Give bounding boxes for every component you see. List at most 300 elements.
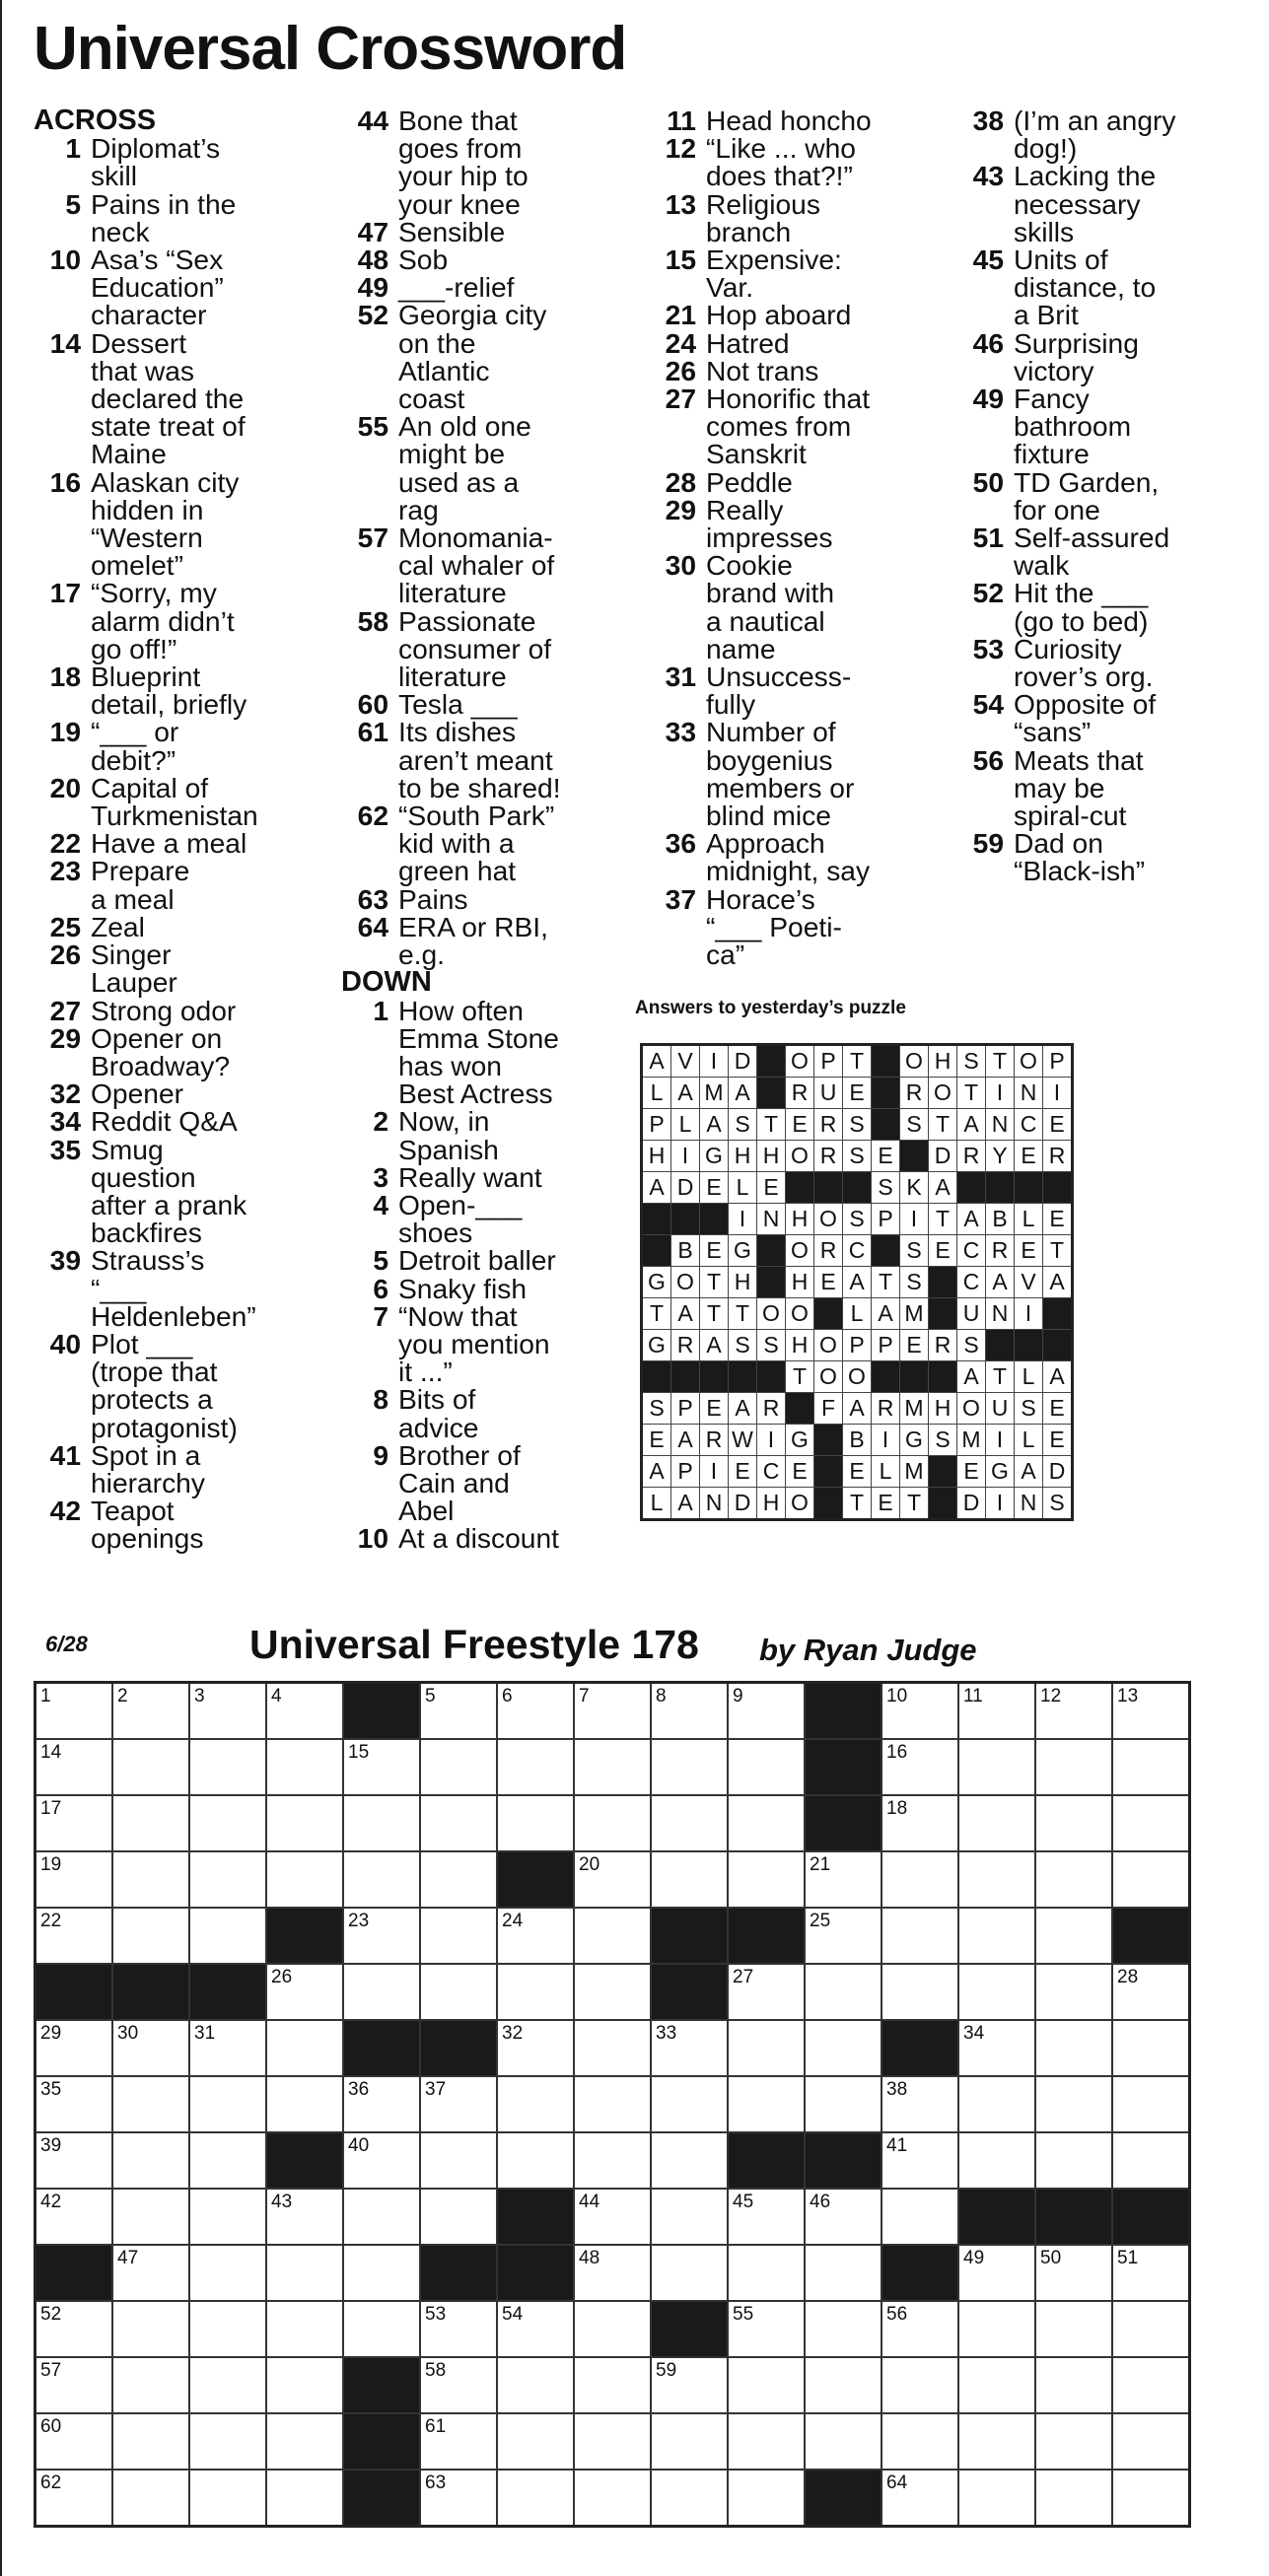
grid-cell[interactable] (112, 2413, 189, 2470)
grid-cell[interactable] (343, 1795, 420, 1851)
answers-letter: A (700, 1330, 729, 1361)
grid-cell[interactable] (112, 1683, 189, 1740)
grid-cell[interactable] (958, 2470, 1035, 2527)
grid-cell[interactable] (651, 1739, 728, 1795)
grid-cell[interactable] (1035, 2245, 1112, 2301)
grid-cell[interactable] (881, 1683, 958, 1740)
grid-cell[interactable] (189, 2132, 266, 2189)
grid-cell[interactable] (805, 2020, 881, 2076)
grid-cell[interactable] (35, 1908, 113, 1964)
grid-cell[interactable] (728, 2076, 805, 2132)
grid-cell[interactable] (958, 1964, 1035, 2020)
grid-cell[interactable] (881, 1908, 958, 1964)
grid-cell[interactable] (574, 2470, 651, 2527)
grid-cell[interactable] (266, 1683, 343, 1740)
grid-cell[interactable] (1112, 2020, 1190, 2076)
black-square (1035, 2189, 1112, 2245)
grid-cell[interactable] (35, 1739, 113, 1795)
black-square (420, 2020, 497, 2076)
clue-text: protects a (91, 1383, 213, 1416)
grid-cell[interactable] (651, 2020, 728, 2076)
cell-number: 6 (502, 1686, 513, 1706)
clue-number: 39 (49, 1244, 81, 1277)
answers-letter: A (671, 1425, 700, 1456)
answers-black-square (1043, 1330, 1073, 1361)
grid-cell[interactable] (958, 2413, 1035, 2470)
clue-across-20 (34, 771, 329, 832)
grid-cell[interactable] (958, 2301, 1035, 2357)
grid-cell[interactable] (1035, 1739, 1112, 1795)
clue-number: 28 (665, 465, 696, 498)
grid-cell[interactable] (1112, 2245, 1190, 2301)
grid-cell[interactable] (958, 1795, 1035, 1851)
grid-cell[interactable] (881, 2076, 958, 2132)
grid-cell[interactable] (266, 1964, 343, 2020)
clue-text: Really want (398, 1160, 542, 1193)
grid-cell[interactable] (420, 2301, 497, 2357)
clue-text: (trope that (91, 1356, 218, 1388)
grid-cell[interactable] (881, 2357, 958, 2413)
grid-cell[interactable] (420, 2076, 497, 2132)
clue-down-27 (649, 384, 945, 468)
grid-cell[interactable] (266, 1795, 343, 1851)
grid-cell[interactable] (728, 1795, 805, 1851)
clue-text: protagonist) (91, 1411, 238, 1443)
grid-cell[interactable] (728, 2357, 805, 2413)
grid-cell[interactable] (805, 1851, 881, 1908)
grid-cell[interactable] (189, 2301, 266, 2357)
clue-text: “___ Poeti- (706, 910, 842, 942)
clue-text: to be shared! (398, 771, 561, 803)
grid-cell[interactable] (266, 2076, 343, 2132)
grid-cell[interactable] (497, 2357, 574, 2413)
grid-cell[interactable] (1112, 2076, 1190, 2132)
clue-number: 27 (49, 994, 81, 1026)
grid-cell[interactable] (574, 2301, 651, 2357)
grid-cell[interactable] (728, 2020, 805, 2076)
grid-cell[interactable] (881, 1795, 958, 1851)
grid-cell[interactable] (1035, 2076, 1112, 2132)
answers-letter: W (729, 1425, 757, 1456)
grid-cell[interactable] (574, 2020, 651, 2076)
grid-cell[interactable] (1035, 2357, 1112, 2413)
grid-cell[interactable] (728, 2470, 805, 2527)
answers-black-square (929, 1361, 957, 1393)
grid-cell[interactable] (1035, 2020, 1112, 2076)
clue-down-31 (649, 661, 945, 721)
grid-cell[interactable] (266, 2301, 343, 2357)
grid-cell[interactable] (343, 1908, 420, 1964)
grid-cell[interactable] (805, 1908, 881, 1964)
grid-cell[interactable] (189, 2413, 266, 2470)
answers-letter: S (957, 1330, 986, 1361)
grid-cell[interactable] (1035, 1851, 1112, 1908)
grid-cell[interactable] (574, 1908, 651, 1964)
grid-cell[interactable] (574, 1795, 651, 1851)
grid-cell[interactable] (35, 1795, 113, 1851)
grid-cell[interactable] (266, 2020, 343, 2076)
grid-cell[interactable] (805, 2189, 881, 2245)
grid-cell[interactable] (574, 1964, 651, 2020)
grid-cell[interactable] (35, 2470, 113, 2527)
grid-cell[interactable] (497, 1964, 574, 2020)
cell-number: 55 (733, 2304, 754, 2325)
grid-cell[interactable] (958, 2020, 1035, 2076)
grid-cell[interactable] (497, 2020, 574, 2076)
clue-number: 15 (665, 244, 696, 276)
cell-number: 62 (40, 2472, 62, 2493)
answers-row (642, 1425, 1073, 1456)
grid-cell[interactable] (266, 1739, 343, 1795)
answers-letter: E (1043, 1204, 1073, 1235)
answers-letter: O (814, 1361, 843, 1393)
answers-letter: U (814, 1078, 843, 1109)
grid-cell[interactable] (574, 2245, 651, 2301)
grid-cell[interactable] (574, 1683, 651, 1740)
answers-letter: A (843, 1393, 872, 1425)
clue-across-42 (34, 1495, 329, 1555)
grid-cell[interactable] (1112, 1683, 1190, 1740)
grid-cell[interactable] (420, 2470, 497, 2527)
grid-cell[interactable] (343, 2076, 420, 2132)
answers-letter: S (900, 1235, 929, 1267)
grid-cell[interactable] (651, 2132, 728, 2189)
grid-cell[interactable] (35, 1683, 113, 1740)
grid-cell[interactable] (112, 1739, 189, 1795)
grid-cell[interactable] (881, 1964, 958, 2020)
grid-cell[interactable] (266, 2413, 343, 2470)
grid-cell[interactable] (189, 2020, 266, 2076)
grid-cell[interactable] (574, 2357, 651, 2413)
answers-letter: O (957, 1393, 986, 1425)
grid-cell[interactable] (420, 1851, 497, 1908)
grid-cell[interactable] (651, 2245, 728, 2301)
grid-cell[interactable] (1112, 1851, 1190, 1908)
grid-cell[interactable] (1112, 2413, 1190, 2470)
grid-cell[interactable] (189, 1908, 266, 1964)
grid-cell[interactable] (497, 1739, 574, 1795)
clue-across-35 (34, 1133, 329, 1249)
grid-cell[interactable] (420, 1908, 497, 1964)
grid-cell[interactable] (189, 2189, 266, 2245)
grid-cell[interactable] (189, 1851, 266, 1908)
clue-text: e.g. (398, 939, 446, 971)
grid-cell[interactable] (651, 1795, 728, 1851)
clue-text: might be (398, 438, 506, 470)
grid-cell[interactable] (958, 2357, 1035, 2413)
black-square (35, 1964, 113, 2020)
black-square (805, 2132, 881, 2189)
grid-cell[interactable] (497, 1683, 574, 1740)
clue-text: Singer (91, 939, 172, 971)
answers-letter: K (900, 1172, 929, 1204)
grid-cell[interactable] (343, 2301, 420, 2357)
answers-letter: H (642, 1141, 671, 1172)
answers-letter: L (843, 1298, 872, 1330)
grid-cell[interactable] (805, 2413, 881, 2470)
grid-cell[interactable] (805, 1964, 881, 2020)
answers-letter: S (872, 1172, 900, 1204)
grid-cell[interactable] (651, 2357, 728, 2413)
clue-across-27 (34, 994, 329, 1026)
grid-cell[interactable] (343, 2245, 420, 2301)
grid-cell[interactable] (35, 2357, 113, 2413)
clue-text: Unsuccess- (706, 661, 852, 693)
clue-number: 33 (665, 716, 696, 748)
clue-number: 1 (65, 132, 81, 165)
grid-cell[interactable] (420, 1739, 497, 1795)
clue-down-6 (341, 1272, 637, 1304)
grid-cell[interactable] (728, 1683, 805, 1740)
grid-cell[interactable] (420, 2413, 497, 2470)
clue-across-52 (341, 299, 637, 415)
grid-cell[interactable] (881, 1739, 958, 1795)
grid-cell[interactable] (189, 2076, 266, 2132)
grid-cell[interactable] (1112, 2470, 1190, 2527)
grid-cell[interactable] (497, 2413, 574, 2470)
grid-cell[interactable] (651, 1851, 728, 1908)
clue-text: rag (398, 493, 439, 525)
grid-cell[interactable] (35, 2076, 113, 2132)
answers-letter: A (957, 1361, 986, 1393)
clue-down-38 (956, 104, 1252, 165)
grid-cell[interactable] (958, 1683, 1035, 1740)
grid-cell[interactable] (958, 2245, 1035, 2301)
grid-cell[interactable] (112, 2020, 189, 2076)
grid-cell[interactable] (35, 2413, 113, 2470)
cell-number: 38 (886, 2079, 908, 2100)
grid-cell[interactable] (420, 2189, 497, 2245)
answers-letter: L (729, 1172, 757, 1204)
clue-text: kid with a (398, 827, 515, 860)
grid-cell[interactable] (728, 2413, 805, 2470)
grid-cell[interactable] (651, 2189, 728, 2245)
grid-cell[interactable] (35, 1851, 113, 1908)
grid-cell[interactable] (958, 2132, 1035, 2189)
clue-text: literature (398, 661, 507, 693)
cell-number: 15 (348, 1742, 370, 1763)
grid-cell[interactable] (1112, 2357, 1190, 2413)
grid-cell[interactable] (881, 1851, 958, 1908)
grid-cell[interactable] (112, 1908, 189, 1964)
clue-down-15 (649, 244, 945, 304)
grid-cell[interactable] (881, 2301, 958, 2357)
grid-cell[interactable] (497, 2076, 574, 2132)
grid-cell[interactable] (1035, 1964, 1112, 2020)
grid-cell[interactable] (1112, 1739, 1190, 1795)
grid-cell[interactable] (343, 1964, 420, 2020)
cell-number: 11 (963, 1686, 983, 1706)
clue-across-47 (341, 215, 637, 247)
answers-letter: E (872, 1488, 900, 1520)
answers-black-square (929, 1298, 957, 1330)
grid-cell[interactable] (958, 1908, 1035, 1964)
grid-cell[interactable] (189, 2245, 266, 2301)
grid-cell[interactable] (420, 1683, 497, 1740)
grid-cell[interactable] (112, 1795, 189, 1851)
grid-cell[interactable] (805, 2357, 881, 2413)
grid-cell[interactable] (651, 2076, 728, 2132)
grid-cell[interactable] (805, 2245, 881, 2301)
answers-letter: A (700, 1109, 729, 1141)
grid-cell[interactable] (266, 1851, 343, 1908)
grid-cell[interactable] (189, 1683, 266, 1740)
grid-cell[interactable] (1112, 1964, 1190, 2020)
clue-text: Teapot (91, 1495, 175, 1527)
grid-cell[interactable] (343, 1739, 420, 1795)
grid-cell[interactable] (1035, 2413, 1112, 2470)
clue-text: “Like ... who (706, 132, 856, 165)
grid-cell[interactable] (1035, 2132, 1112, 2189)
grid-cell[interactable] (35, 2132, 113, 2189)
grid-cell[interactable] (574, 2076, 651, 2132)
grid-cell[interactable] (497, 2470, 574, 2527)
answers-letter: O (786, 1045, 814, 1078)
grid-cell[interactable] (189, 2357, 266, 2413)
grid-cell[interactable] (266, 2357, 343, 2413)
answers-letter: S (843, 1204, 872, 1235)
answers-letter: E (642, 1425, 671, 1456)
grid-cell[interactable] (497, 2301, 574, 2357)
cell-number: 43 (271, 2192, 293, 2212)
grid-cell[interactable] (112, 2189, 189, 2245)
grid-cell[interactable] (958, 1851, 1035, 1908)
grid-cell[interactable] (1035, 1908, 1112, 1964)
answers-letter: I (900, 1204, 929, 1235)
grid-cell[interactable] (574, 1851, 651, 1908)
cell-number: 18 (886, 1798, 908, 1819)
grid-cell[interactable] (651, 2413, 728, 2470)
grid-cell[interactable] (189, 1739, 266, 1795)
clue-down-59 (956, 827, 1252, 887)
grid-cell[interactable] (958, 2076, 1035, 2132)
answers-black-square (929, 1267, 957, 1298)
answers-black-square (900, 1141, 929, 1172)
black-square (651, 1908, 728, 1964)
grid-cell[interactable] (805, 2301, 881, 2357)
grid-cell[interactable] (574, 2132, 651, 2189)
grid-cell[interactable] (35, 2301, 113, 2357)
grid-cell[interactable] (958, 1739, 1035, 1795)
clue-number: 51 (972, 522, 1004, 554)
clue-text: on the (398, 326, 476, 359)
grid-cell[interactable] (112, 1851, 189, 1908)
answers-letter: L (642, 1078, 671, 1109)
grid-cell[interactable] (881, 2413, 958, 2470)
grid-cell[interactable] (420, 1795, 497, 1851)
grid-cell[interactable] (343, 1851, 420, 1908)
grid-cell[interactable] (343, 2132, 420, 2189)
grid-cell[interactable] (1035, 2301, 1112, 2357)
clue-across-19 (34, 716, 329, 776)
answers-letter: C (757, 1456, 786, 1488)
grid-cell[interactable] (728, 1851, 805, 1908)
clue-number: 10 (49, 244, 81, 276)
clue-number: 54 (972, 688, 1004, 721)
answers-black-square (814, 1298, 843, 1330)
grid-cell[interactable] (189, 1795, 266, 1851)
grid-cell[interactable] (420, 2132, 497, 2189)
grid-cell[interactable] (112, 2301, 189, 2357)
grid-cell[interactable] (266, 2470, 343, 2527)
grid-cell[interactable] (112, 2132, 189, 2189)
clue-text: Hit the ___ (1014, 577, 1149, 609)
clue-number: 10 (357, 1522, 388, 1555)
clue-text: used as a (398, 465, 520, 498)
grid-cell[interactable] (266, 2189, 343, 2245)
grid-cell[interactable] (1035, 2470, 1112, 2527)
grid-cell[interactable] (266, 2245, 343, 2301)
grid-cell[interactable] (1112, 2301, 1190, 2357)
clue-text: literature (398, 577, 507, 609)
grid-cell[interactable] (112, 2245, 189, 2301)
grid-cell[interactable] (35, 2020, 113, 2076)
grid-cell[interactable] (805, 2076, 881, 2132)
answers-black-square (642, 1361, 671, 1393)
clue-across-64 (341, 910, 637, 971)
clue-text: “Sorry, my (91, 577, 217, 609)
grid-cell[interactable] (728, 1739, 805, 1795)
answers-letter: D (957, 1488, 986, 1520)
clue-across-1 (34, 132, 329, 192)
grid-cell[interactable] (1112, 2132, 1190, 2189)
grid-cell[interactable] (112, 2357, 189, 2413)
clue-across-60 (341, 688, 637, 721)
grid-cell[interactable] (1035, 1795, 1112, 1851)
grid-cell[interactable] (728, 2245, 805, 2301)
grid-cell[interactable] (881, 2470, 958, 2527)
grid-cell[interactable] (420, 1964, 497, 2020)
grid-cell[interactable] (881, 2132, 958, 2189)
clue-text: Spot in a (91, 1438, 201, 1471)
clue-text: a meal (91, 882, 175, 915)
cell-number: 23 (348, 1911, 370, 1931)
grid-cell[interactable] (1112, 1795, 1190, 1851)
grid-cell[interactable] (574, 2189, 651, 2245)
clue-text: Surprising (1014, 326, 1139, 359)
grid-cell[interactable] (881, 2189, 958, 2245)
answers-letter: O (814, 1204, 843, 1235)
answers-letter: P (872, 1204, 900, 1235)
grid-cell[interactable] (420, 2357, 497, 2413)
black-square (497, 2189, 574, 2245)
answers-letter: H (757, 1488, 786, 1520)
clue-number: 26 (49, 939, 81, 971)
grid-cell[interactable] (189, 2470, 266, 2527)
grid-cell[interactable] (651, 2470, 728, 2527)
grid-cell[interactable] (497, 1908, 574, 1964)
grid-cell[interactable] (728, 1964, 805, 2020)
grid-cell[interactable] (574, 1739, 651, 1795)
grid-cell[interactable] (35, 2189, 113, 2245)
answers-letter: H (786, 1204, 814, 1235)
cell-number: 51 (1117, 2248, 1139, 2268)
grid-cell[interactable] (343, 2189, 420, 2245)
grid-cell[interactable] (728, 2301, 805, 2357)
grid-cell[interactable] (1035, 1683, 1112, 1740)
grid-cell[interactable] (112, 2076, 189, 2132)
puzzle-title: Universal Freestyle 178 (249, 1622, 699, 1667)
grid-cell[interactable] (112, 2470, 189, 2527)
clue-text: Emma Stone (398, 1021, 559, 1054)
grid-cell[interactable] (651, 1683, 728, 1740)
grid-cell[interactable] (497, 2132, 574, 2189)
grid-cell[interactable] (497, 1795, 574, 1851)
grid-cell[interactable] (728, 2189, 805, 2245)
crossword-grid[interactable] (34, 1681, 1191, 2528)
cell-number: 12 (1040, 1686, 1062, 1706)
grid-cell[interactable] (574, 2413, 651, 2470)
